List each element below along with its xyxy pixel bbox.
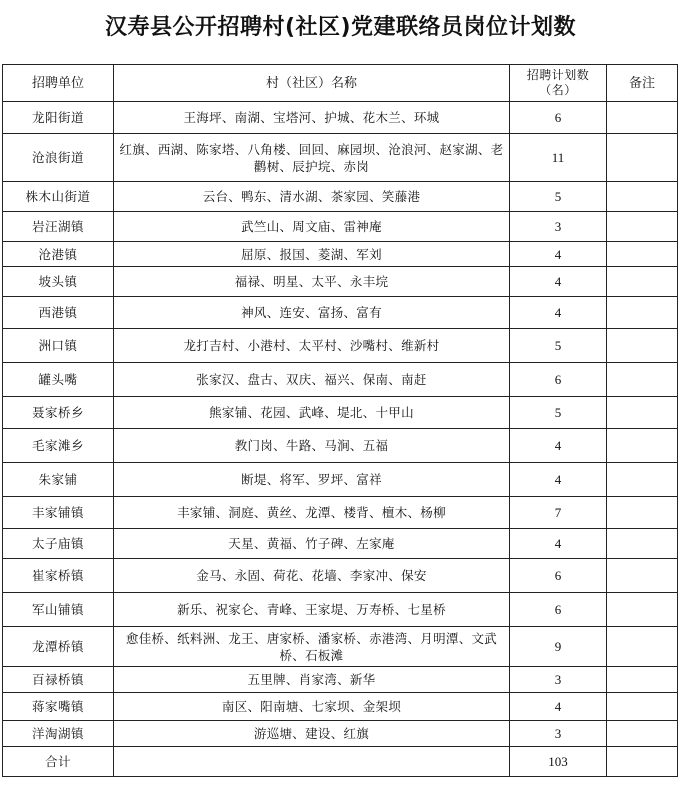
cell-villages: 神风、连安、富扬、富有 [114,297,510,329]
cell-count: 4 [510,693,607,721]
table-row [3,497,678,529]
cell-count: 5 [510,182,607,212]
cell-villages: 南区、阳南塘、七家坝、金架坝 [114,693,510,721]
cell-villages: 游巡塘、建设、红旗 [114,721,510,747]
header-remark: 备注 [607,65,678,102]
cell-unit: 崔家桥镇 [3,559,114,593]
cell-remark [607,212,678,242]
table-row [3,529,678,559]
table-row [3,134,678,182]
table-body [3,102,678,777]
cell-count: 4 [510,429,607,463]
cell-remark [607,429,678,463]
table-row [3,721,678,747]
cell-count: 4 [510,297,607,329]
cell-unit: 龙阳街道 [3,102,114,134]
table-row [3,593,678,627]
cell-remark [607,329,678,363]
cell-remark [607,667,678,693]
cell-villages: 断堤、将军、罗坪、富祥 [114,463,510,497]
cell-unit: 株木山街道 [3,182,114,212]
cell-unit: 朱家铺 [3,463,114,497]
cell-count: 5 [510,329,607,363]
table-row [3,212,678,242]
cell-remark [607,297,678,329]
header-count [510,65,607,102]
cell-remark [607,363,678,397]
header-count-line1: 招聘计划数 [526,68,590,82]
table-row [3,693,678,721]
cell-count: 5 [510,397,607,429]
cell-count: 6 [510,102,607,134]
cell-count: 3 [510,667,607,693]
header-unit: 招聘单位 [3,65,114,102]
cell-villages: 金马、永固、荷花、花墙、李家冲、保安 [114,559,510,593]
table-row [3,242,678,267]
cell-unit: 百禄桥镇 [3,667,114,693]
cell-unit: 丰家铺镇 [3,497,114,529]
cell-unit: 沧港镇 [3,242,114,267]
cell-remark [607,182,678,212]
cell-count: 4 [510,242,607,267]
cell-unit: 聂家桥乡 [3,397,114,429]
cell-villages: 王海坪、南湖、宝塔河、护城、花木兰、环城 [114,102,510,134]
cell-count: 4 [510,267,607,297]
table-row [3,667,678,693]
cell-unit: 洋淘湖镇 [3,721,114,747]
cell-remark [607,267,678,297]
cell-unit: 毛家滩乡 [3,429,114,463]
cell-remark [607,397,678,429]
cell-villages: 天星、黄福、竹子碑、左家庵 [114,529,510,559]
cell-villages: 屈原、报国、菱湖、军刘 [114,242,510,267]
cell-remark [607,463,678,497]
cell-villages: 武竺山、周文庙、雷神庵 [114,212,510,242]
cell-unit: 龙潭桥镇 [3,627,114,667]
cell-unit: 罐头嘴 [3,363,114,397]
cell-remark [607,242,678,267]
cell-villages: 五里牌、肖家湾、新华 [114,667,510,693]
cell-remark [607,134,678,182]
cell-unit: 军山铺镇 [3,593,114,627]
table-row [3,463,678,497]
table-row [3,429,678,463]
table-row [3,397,678,429]
cell-villages: 丰家铺、洞庭、黄丝、龙潭、楼背、檀木、杨柳 [114,497,510,529]
cell-unit: 蒋家嘴镇 [3,693,114,721]
cell-remark [607,693,678,721]
cell-remark [607,627,678,667]
cell-unit: 岩汪湖镇 [3,212,114,242]
cell-villages: 张家汉、盘古、双庆、福兴、保南、南赶 [114,363,510,397]
table-header-row [3,65,678,102]
cell-villages: 熊家铺、花园、武峰、堤北、十甲山 [114,397,510,429]
table-row [3,102,678,134]
cell-remark [607,721,678,747]
recruitment-plan-table [2,64,678,777]
table-row [3,329,678,363]
cell-remark [607,102,678,134]
table-row [3,267,678,297]
cell-villages: 福禄、明星、太平、永丰垸 [114,267,510,297]
cell-villages: 愈佳桥、纸料洲、龙王、唐家桥、潘家桥、赤港湾、月明潭、文武桥、石板滩 [114,627,510,667]
table-row [3,297,678,329]
cell-count: 6 [510,559,607,593]
page-title: 汉寿县公开招聘村(社区)党建联络员岗位计划数 [104,15,577,40]
cell-count: 3 [510,212,607,242]
cell-unit: 太子庙镇 [3,529,114,559]
cell-remark [607,593,678,627]
cell-count: 7 [510,497,607,529]
header-villages: 村（社区）名称 [114,65,510,102]
cell-count: 9 [510,627,607,667]
cell-unit: 洲口镇 [3,329,114,363]
table-row [3,627,678,667]
table-row [3,363,678,397]
cell-remark [607,559,678,593]
table-row [3,559,678,593]
cell-count: 6 [510,593,607,627]
cell-remark [607,497,678,529]
table-row [3,182,678,212]
cell-villages: 新乐、祝家仑、青峰、王家堤、万寿桥、七星桥 [114,593,510,627]
cell-villages: 云台、鸭东、清水湖、茶家园、笑藤港 [114,182,510,212]
total-row [3,747,678,777]
cell-count: 103 [510,747,607,777]
cell-unit: 合计 [3,747,114,777]
cell-count: 6 [510,363,607,397]
cell-count: 3 [510,721,607,747]
cell-villages: 龙打吉村、小港村、太平村、沙嘴村、维新村 [114,329,510,363]
cell-remark [607,529,678,559]
cell-count: 4 [510,463,607,497]
cell-unit: 坡头镇 [3,267,114,297]
header-count-line2: （名） [539,83,577,97]
cell-remark [607,747,678,777]
cell-unit: 沧浪街道 [3,134,114,182]
cell-count: 11 [510,134,607,182]
cell-unit: 西港镇 [3,297,114,329]
cell-count: 4 [510,529,607,559]
cell-villages: 红旗、西湖、陈家塔、八角楼、回回、麻园坝、沧浪河、赵家湖、老鹳树、辰护垸、赤岗 [114,134,510,182]
cell-villages [114,747,510,777]
cell-villages: 教门岗、牛路、马涧、五福 [114,429,510,463]
